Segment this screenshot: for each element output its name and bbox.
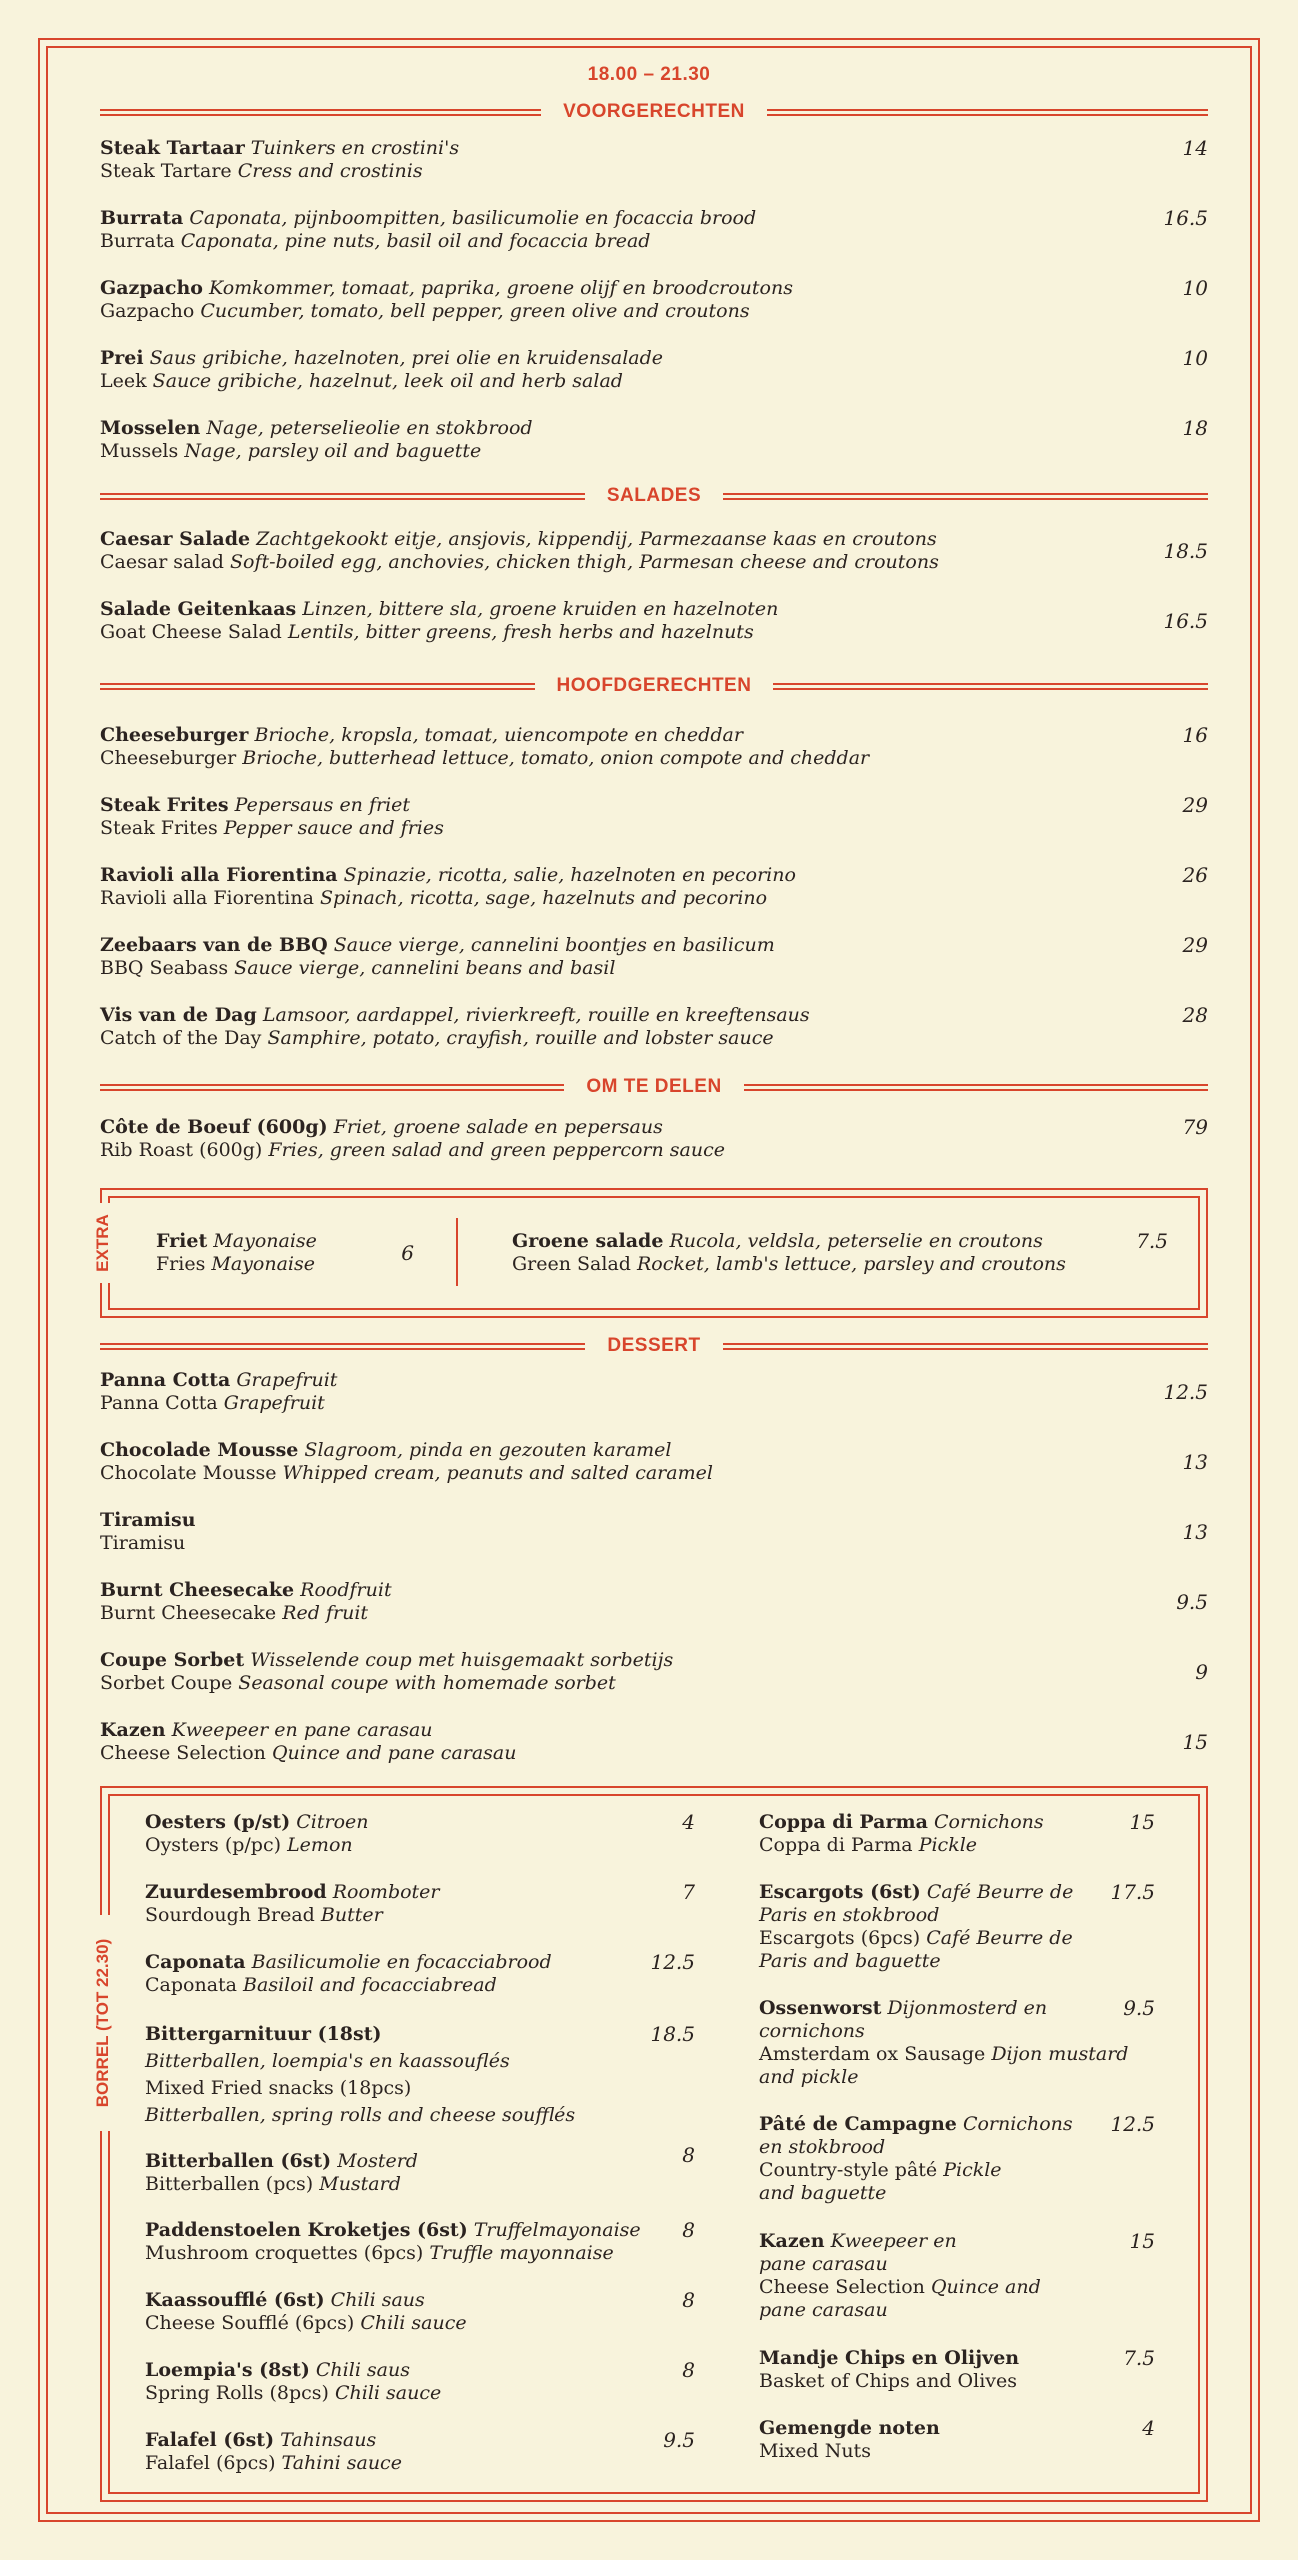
borrel-item: Paddenstoelen Kroketjes (6st) Truffelmayonaise Mushroom croquettes (6pcs) Truffle mayonnaise 8 bbox=[145, 2218, 695, 2264]
borrel-item: Coppa di Parma Cornichons Coppa di Parma Pickle 15 bbox=[759, 1810, 1155, 1856]
section-header-salades: SALADES bbox=[100, 483, 1208, 509]
item-price: 13 bbox=[1182, 1450, 1208, 1474]
extra-divider bbox=[456, 1218, 458, 1286]
item-price: 16 bbox=[1182, 723, 1208, 747]
item-price: 8 bbox=[682, 2358, 695, 2382]
item-price: 14 bbox=[1182, 136, 1208, 160]
borrel-item: Mandje Chips en Olijven Basket of Chips and Olives 7.5 bbox=[759, 2346, 1155, 2392]
item-price: 7.5 bbox=[1123, 2346, 1155, 2370]
item-price: 8 bbox=[682, 2218, 695, 2242]
menu-item: Salade Geitenkaas Linzen, bittere sla, groene kruiden en hazelnoten Goat Cheese Salad Lentils, bitter greens, fresh herbs and hazelnuts 16.5 bbox=[100, 598, 1208, 643]
menu-item: Tiramisu Tiramisu 13 bbox=[100, 1509, 1208, 1554]
borrel-item: Bitterballen (6st) Mosterd Bitterballen (pcs) Mustard 8 bbox=[145, 2143, 695, 2195]
item-price: 15 bbox=[1129, 2229, 1155, 2253]
menu-item: Cheeseburger Brioche, kropsla, tomaat, uiencompote en cheddar Cheeseburger Brioche, butterhead lettuce, tomato, onion compote and cheddar 16 bbox=[100, 723, 1208, 769]
item-price: 12.5 bbox=[650, 1950, 695, 1974]
menu-item: Prei Saus gribiche, hazelnoten, prei olie en kruidensalade Leek Sauce gribiche, hazelnut, leek oil and herb salad 10 bbox=[100, 346, 1208, 392]
item-price: 6 bbox=[401, 1241, 414, 1265]
borrel-item: Caponata Basilicumolie en focacciabrood Caponata Basiloil and focacciabread 12.5 bbox=[145, 1950, 695, 1996]
item-price: 9 bbox=[1195, 1660, 1208, 1684]
item-price: 10 bbox=[1182, 346, 1208, 370]
item-price: 17.5 bbox=[1110, 1880, 1155, 1904]
item-price: 15 bbox=[1129, 1810, 1155, 1834]
menu-item: Caesar Salade Zachtgekookt eitje, ansjovis, kippendij, Parmezaanse kaas en croutons Caesar salad Soft-boiled egg, anchovies, chicken thigh, Parmesan cheese and croutons 18.5 bbox=[100, 528, 1208, 573]
item-price: 28 bbox=[1182, 1003, 1208, 1027]
menu-item: Côte de Boeuf (600g) Friet, groene salade en pepersaus Rib Roast (600g) Fries, green salad and green peppercorn sauce 79 bbox=[100, 1115, 1208, 1161]
borrel-item: Pâté de Campagne Cornichons en stokbrood Country-style pâté Pickle and baguette 12.5 bbox=[759, 2112, 1155, 2204]
menu-item: Coupe Sorbet Wisselende coup met huisgemaakt sorbetijs Sorbet Coupe Seasonal coupe with homemade sorbet 9 bbox=[100, 1649, 1208, 1694]
borrel-item: Loempia's (8st) Chili saus Spring Rolls (8pcs) Chili sauce 8 bbox=[145, 2358, 695, 2404]
menu-item: Chocolade Mousse Slagroom, pinda en gezouten karamel Chocolate Mousse Whipped cream, peanuts and salted caramel 13 bbox=[100, 1439, 1208, 1484]
item-price: 79 bbox=[1182, 1115, 1208, 1139]
item-price: 15 bbox=[1182, 1730, 1208, 1754]
item-price: 29 bbox=[1182, 793, 1208, 817]
item-price: 18.5 bbox=[1163, 539, 1208, 563]
section-header-dessert: DESSERT bbox=[100, 1333, 1208, 1359]
borrel-item: Kaassoufflé (6st) Chili saus Cheese Soufflé (6pcs) Chili sauce 8 bbox=[145, 2288, 695, 2334]
menu-item: Ravioli alla Fiorentina Spinazie, ricotta, salie, hazelnoten en pecorino Ravioli alla Fiorentina Spinach, ricotta, sage, hazelnuts and pecorino 26 bbox=[100, 863, 1208, 909]
item-price: 9.5 bbox=[663, 2428, 695, 2452]
item-price: 9.5 bbox=[1176, 1590, 1208, 1614]
item-price: 7 bbox=[682, 1880, 695, 1904]
item-price: 9.5 bbox=[1123, 1996, 1155, 2020]
item-price: 4 bbox=[1142, 2416, 1155, 2440]
item-price: 13 bbox=[1182, 1520, 1208, 1544]
borrel-item: Oesters (p/st) Citroen Oysters (p/pc) Lemon 4 bbox=[145, 1810, 695, 1856]
item-price: 10 bbox=[1182, 276, 1208, 300]
menu-item: Burrata Caponata, pijnboompitten, basilicumolie en focaccia brood Burrata Caponata, pine nuts, basil oil and focaccia bread 16.5 bbox=[100, 206, 1208, 252]
borrel-item: Gemengde noten Mixed Nuts 4 bbox=[759, 2416, 1155, 2462]
borrel-item: Falafel (6st) Tahinsaus Falafel (6pcs) Tahini sauce 9.5 bbox=[145, 2428, 695, 2474]
menu-item: Friet Mayonaise Fries Mayonaise 6 bbox=[156, 1230, 414, 1275]
item-price: 12.5 bbox=[1163, 1380, 1208, 1404]
item-price: 16.5 bbox=[1163, 206, 1208, 230]
item-price: 26 bbox=[1182, 863, 1208, 887]
menu-item: Kazen Kweepeer en pane carasau Cheese Selection Quince and pane carasau 15 bbox=[100, 1719, 1208, 1764]
menu-item: Gazpacho Komkommer, tomaat, paprika, groene olijf en broodcroutons Gazpacho Cucumber, tomato, bell pepper, green olive and croutons 10 bbox=[100, 276, 1208, 322]
menu-item: Burnt Cheesecake Roodfruit Burnt Cheesecake Red fruit 9.5 bbox=[100, 1579, 1208, 1624]
section-header-om-te-delen: OM TE DELEN bbox=[100, 1074, 1208, 1100]
borrel-item: Escargots (6st) Café Beurre de Paris en stokbrood Escargots (6pcs) Café Beurre de Paris and baguette 17.5 bbox=[759, 1880, 1155, 1972]
borrel-label: BORREL (TOT 22.30) bbox=[93, 1915, 115, 2131]
menu-item: Mosselen Nage, peterselieolie en stokbrood Mussels Nage, parsley oil and baguette 18 bbox=[100, 416, 1208, 462]
item-price: 7.5 bbox=[1136, 1229, 1168, 1253]
borrel-item: Kazen Kweepeer en pane carasau Cheese Selection Quince and pane carasau 15 bbox=[759, 2229, 1155, 2321]
item-price: 4 bbox=[682, 1810, 695, 1834]
section-header-voorgerechten: VOORGERECHTEN bbox=[100, 99, 1208, 125]
section-header-hoofdgerechten: HOOFDGERECHTEN bbox=[100, 673, 1208, 699]
item-price: 12.5 bbox=[1110, 2112, 1155, 2136]
item-price: 16.5 bbox=[1163, 609, 1208, 633]
menu-item: Steak Tartaar Tuinkers en crostini's Steak Tartare Cress and crostinis 14 bbox=[100, 136, 1208, 182]
item-price: 8 bbox=[682, 2143, 695, 2167]
menu-item: Zeebaars van de BBQ Sauce vierge, cannelini boontjes en basilicum BBQ Seabass Sauce vierge, cannelini beans and basil 29 bbox=[100, 933, 1208, 979]
item-price: 29 bbox=[1182, 933, 1208, 957]
menu-item: Groene salade Rucola, veldsla, peterselie en croutons Green Salad Rocket, lamb's lettuce, parsley and croutons 7.5 bbox=[512, 1229, 1168, 1275]
borrel-item: Zuurdesembrood Roomboter Sourdough Bread Butter 7 bbox=[145, 1880, 695, 1926]
item-price: 18.5 bbox=[650, 2022, 695, 2046]
menu-item: Vis van de Dag Lamsoor, aardappel, rivierkreeft, rouille en kreeftensaus Catch of the Day Samphire, potato, crayfish, rouille and lobster sauce 28 bbox=[100, 1003, 1208, 1049]
menu-item: Steak Frites Pepersaus en friet Steak Frites Pepper sauce and fries 29 bbox=[100, 793, 1208, 839]
extra-label: EXTRA bbox=[93, 1203, 115, 1283]
menu-item: Panna Cotta Grapefruit Panna Cotta Grapefruit 12.5 bbox=[100, 1369, 1208, 1414]
service-hours: 18.00 – 21.30 bbox=[587, 64, 711, 85]
item-price: 8 bbox=[682, 2288, 695, 2312]
borrel-item: Ossenworst Dijonmosterd en cornichons Amsterdam ox Sausage Dijon mustard and pickle 9.5 bbox=[759, 1996, 1155, 2088]
borrel-item: Bittergarnituur (18st) Bitterballen, loempia's en kaassouflés Mixed Fried snacks (18pcs) Bitterballen, spring rolls and cheese soufflés 18.5 bbox=[145, 2022, 695, 2126]
item-price: 18 bbox=[1182, 416, 1208, 440]
